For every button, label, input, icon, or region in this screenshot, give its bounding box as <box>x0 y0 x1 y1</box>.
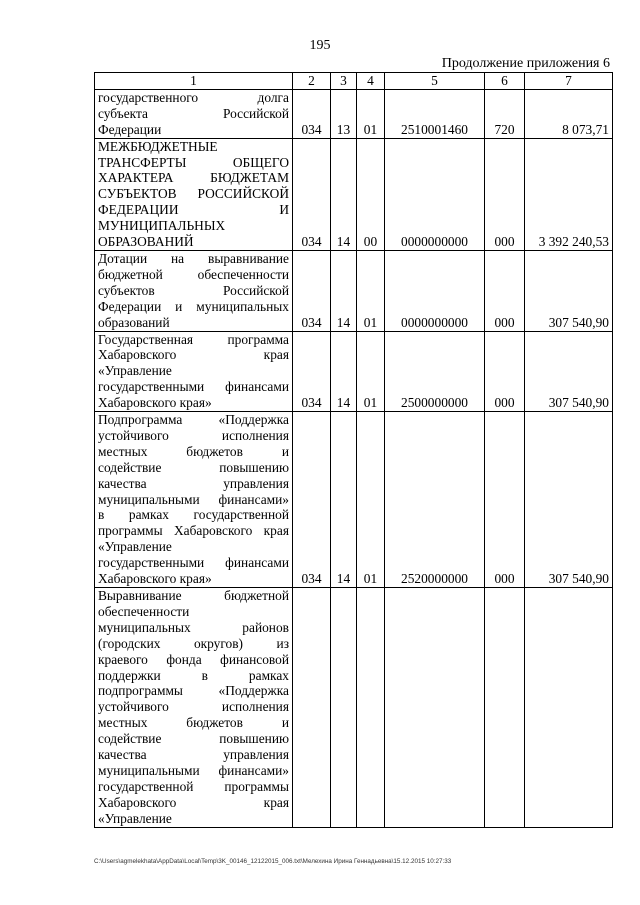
appendix-continuation-note: Продолжение приложения 6 <box>441 56 610 71</box>
amount-cell <box>525 588 613 828</box>
column-number: 1 <box>95 73 293 90</box>
item-name-cell <box>95 89 293 138</box>
item-name-line: МЕЖБЮДЖЕТНЫЕ <box>98 138 218 154</box>
expense-type-code-cell: 000 <box>485 250 525 331</box>
section-code-cell: 14 <box>331 138 357 250</box>
item-name-line: местных бюджетов и <box>98 443 289 459</box>
item-name-cell <box>95 138 293 250</box>
budget-table-body <box>95 73 613 828</box>
table-row <box>95 250 613 331</box>
ministry-code-cell: 034 <box>293 331 331 412</box>
table-row <box>95 412 613 588</box>
item-name-cell <box>95 588 293 828</box>
expense-type-code-cell <box>485 588 525 828</box>
subsection-code-cell: 00 <box>357 138 385 250</box>
expense-type-code-cell: 720 <box>485 89 525 138</box>
item-name-cell <box>95 412 293 588</box>
ministry-code-cell: 034 <box>293 138 331 250</box>
item-name-line: государственными финансами <box>98 379 289 395</box>
item-name-line: «Управление <box>98 539 172 555</box>
item-name-cell <box>95 250 293 331</box>
item-name-line: устойчивого исполнения <box>98 699 289 715</box>
target-article-code-cell <box>385 588 485 828</box>
expense-type-code-cell: 000 <box>485 412 525 588</box>
table-row <box>95 89 613 138</box>
item-name-line: (городских округов) из <box>98 635 289 651</box>
target-article-code-cell: 2520000000 <box>385 412 485 588</box>
item-name-line: Дотации на выравнивание <box>98 250 289 266</box>
amount-cell: 3 392 240,53 <box>525 138 613 250</box>
column-number: 4 <box>357 73 385 90</box>
item-name-line: муниципальными финансами» <box>98 762 289 778</box>
item-name-line: Хабаровского края <box>98 347 289 363</box>
item-name-line: программы Хабаровского края <box>98 523 289 539</box>
expense-type-code-cell: 000 <box>485 138 525 250</box>
section-code-cell <box>331 588 357 828</box>
item-name-line: «Управление <box>98 810 172 826</box>
item-name-line: ХАРАКТЕРА БЮДЖЕТАМ <box>98 170 289 186</box>
item-name-line: Хабаровского края» <box>98 395 212 411</box>
item-name-line: краевого фонда финансовой <box>98 651 289 667</box>
item-name-line: ОБРАЗОВАНИЙ <box>98 234 194 250</box>
item-name-line: муниципальных районов <box>98 619 289 635</box>
item-name-line: Хабаровского края» <box>98 571 212 587</box>
item-name-line: Федерации и муниципальных <box>98 298 289 314</box>
column-number: 2 <box>293 73 331 90</box>
amount-cell: 8 073,71 <box>525 89 613 138</box>
section-code-cell: 14 <box>331 331 357 412</box>
item-name-line: Подпрограмма «Поддержка <box>98 412 289 428</box>
subsection-code-cell: 01 <box>357 331 385 412</box>
item-name-line: бюджетной обеспеченности <box>98 266 289 282</box>
page-number: 195 <box>309 38 331 53</box>
item-name-line: государственного долга <box>98 89 289 105</box>
item-name-line: образований <box>98 314 170 330</box>
table-row <box>95 331 613 412</box>
subsection-code-cell: 01 <box>357 412 385 588</box>
item-name-line: содействие повышению <box>98 731 289 747</box>
ministry-code-cell: 034 <box>293 412 331 588</box>
item-name-line: Хабаровского края <box>98 794 289 810</box>
item-name-line: государственной программы <box>98 778 289 794</box>
column-number: 3 <box>331 73 357 90</box>
target-article-code-cell: 0000000000 <box>385 250 485 331</box>
item-name-line: Федерации <box>98 121 162 137</box>
section-code-cell: 14 <box>331 250 357 331</box>
item-name-line: качества управления <box>98 747 289 763</box>
item-name-line: качества управления <box>98 475 289 491</box>
subsection-code-cell <box>357 588 385 828</box>
column-number: 5 <box>385 73 485 90</box>
ministry-code-cell <box>293 588 331 828</box>
item-name-line: обеспеченности <box>98 603 190 619</box>
item-name-line: муниципальными финансами» <box>98 491 289 507</box>
item-name-line: в рамках государственной <box>98 507 289 523</box>
item-name-line: подпрограммы «Поддержка <box>98 683 289 699</box>
amount-cell: 307 540,90 <box>525 250 613 331</box>
item-name-line: устойчивого исполнения <box>98 427 289 443</box>
item-name-line: поддержки в рамках <box>98 667 289 683</box>
item-name-line: «Управление <box>98 363 172 379</box>
table-row <box>95 138 613 250</box>
table-row <box>95 588 613 828</box>
ministry-code-cell: 034 <box>293 89 331 138</box>
column-number: 7 <box>525 73 613 90</box>
item-name-line: государственными финансами <box>98 555 289 571</box>
item-name-line: МУНИЦИПАЛЬНЫХ <box>98 218 226 234</box>
item-name-cell <box>95 331 293 412</box>
item-name-line: СУБЪЕКТОВ РОССИЙСКОЙ <box>98 186 289 202</box>
ministry-code-cell: 034 <box>293 250 331 331</box>
subsection-code-cell: 01 <box>357 250 385 331</box>
footer-file-path: C:\Users\agmelekhata\AppData\Local\Temp\3K_00146_12122015_006.txt\Мелехина Ирина Геннадьевна\15.12.2015 10:27:33 <box>94 858 452 865</box>
item-name-line: ТРАНСФЕРТЫ ОБЩЕГО <box>98 154 289 170</box>
item-name-line: Государственная программа <box>98 331 289 347</box>
item-name-line: Выравнивание бюджетной <box>98 588 289 603</box>
item-name-line: субъектов Российской <box>98 282 289 298</box>
target-article-code-cell: 2510001460 <box>385 89 485 138</box>
subsection-code-cell: 01 <box>357 89 385 138</box>
expense-type-code-cell: 000 <box>485 331 525 412</box>
target-article-code-cell: 2500000000 <box>385 331 485 412</box>
section-code-cell: 14 <box>331 412 357 588</box>
item-name-line: местных бюджетов и <box>98 715 289 731</box>
amount-cell: 307 540,90 <box>525 412 613 588</box>
item-name-line: ФЕДЕРАЦИИ И <box>98 202 289 218</box>
item-name-line: содействие повышению <box>98 459 289 475</box>
item-name-line: субъекта Российской <box>98 105 289 121</box>
target-article-code-cell: 0000000000 <box>385 138 485 250</box>
column-number: 6 <box>485 73 525 90</box>
column-number-row <box>95 73 613 90</box>
amount-cell: 307 540,90 <box>525 331 613 412</box>
section-code-cell: 13 <box>331 89 357 138</box>
budget-table <box>94 72 613 828</box>
